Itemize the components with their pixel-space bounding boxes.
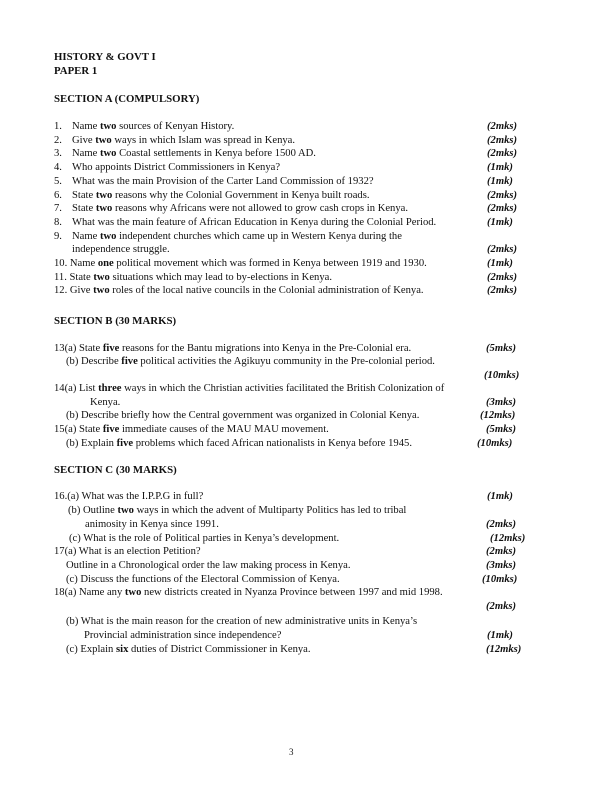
emphasis-word: two <box>99 148 117 159</box>
marks-allocation: (2mks) <box>486 601 517 612</box>
emphasis-word: two <box>93 285 110 296</box>
question-text: ways in which the advent of Multiparty Politics has led to tribal <box>133 505 407 516</box>
emphasis-word: five <box>116 438 134 449</box>
question-number: 11. <box>54 272 67 283</box>
marks-allocation: (2mks) <box>487 148 518 159</box>
question-line <box>54 121 234 133</box>
question-line <box>66 410 419 422</box>
question-text: reasons why Africans were not allowed to grow cash crops in Kenya. <box>112 203 408 214</box>
question-line <box>54 546 201 558</box>
question-line <box>66 574 340 586</box>
question-line <box>66 616 417 628</box>
emphasis-word: two <box>117 505 134 516</box>
question-text: 16.(a) What was the I.P.P.G in full? <box>54 491 204 502</box>
question-text: Give <box>69 285 94 296</box>
emphasis-word: two <box>99 121 117 132</box>
marks-allocation: (1mk) <box>487 217 513 228</box>
question-text: Name <box>72 231 100 242</box>
question-text: sources of Kenyan History. <box>116 121 235 132</box>
question-text: Give <box>72 135 96 146</box>
question-number: 6. <box>54 190 62 201</box>
question-text: Who appoints District Commissioners in Kenya? <box>72 162 281 173</box>
question-text: 17(a) What is an election Petition? <box>54 546 201 557</box>
question-line <box>66 560 351 572</box>
question-text: Name <box>69 258 98 269</box>
question-number: 1. <box>54 121 62 132</box>
question-text: roles of the local native councils in the Colonial administration of Kenya. <box>109 285 424 296</box>
marks-allocation: (2mks) <box>487 244 518 255</box>
emphasis-word: two <box>124 587 142 598</box>
question-line <box>54 587 443 599</box>
marks-allocation: (10mks) <box>482 574 518 585</box>
question-text: Provincial administration since independence? <box>84 630 282 641</box>
question-number: 7. <box>54 203 62 214</box>
marks-allocation: (2mks) <box>487 285 518 296</box>
marks-allocation: (5mks) <box>486 424 517 435</box>
question-text: 13(a) State <box>54 343 103 354</box>
question-line <box>85 519 219 531</box>
question-number: 10. <box>54 258 68 269</box>
emphasis-word: one <box>97 258 114 269</box>
question-text: 15(a) State <box>54 424 103 435</box>
question-text: (b) What is the main reason for the creation of new administrative units in Kenya’s <box>66 616 418 627</box>
question-text: Name <box>72 121 100 132</box>
question-text: (b) Outline <box>68 505 118 516</box>
page-number: 3 <box>289 747 294 757</box>
question-line <box>68 505 406 517</box>
emphasis-word: two <box>99 231 117 242</box>
question-line <box>54 258 427 270</box>
question-line <box>54 135 295 147</box>
question-line <box>84 630 281 642</box>
question-line <box>69 533 339 545</box>
question-number: 4. <box>54 162 62 173</box>
question-text: (c) What is the role of Political parties in Kenya’s development. <box>69 533 340 544</box>
question-text: What was the main Provision of the Carter Land Commission of 1932? <box>72 176 374 187</box>
question-text: (c) Discuss the functions of the Electoral Commission of Kenya. <box>66 574 340 585</box>
question-text: immediate causes of the MAU MAU movement. <box>119 424 329 435</box>
marks-allocation: (10mks) <box>477 438 513 449</box>
question-number: 3. <box>54 148 62 159</box>
question-line <box>54 424 329 436</box>
marks-allocation: (2mks) <box>486 519 517 530</box>
question-text: animosity in Kenya since 1991. <box>85 519 219 530</box>
marks-allocation: (3mks) <box>486 397 517 408</box>
question-text: State <box>69 272 94 283</box>
emphasis-word: five <box>102 424 120 435</box>
question-text: State <box>72 190 96 201</box>
question-line <box>54 285 424 297</box>
question-line <box>54 491 203 503</box>
question-text: political movement which was formed in Kenya between 1919 and 1930. <box>113 258 427 269</box>
marks-allocation: (2mks) <box>487 203 518 214</box>
question-line <box>54 272 332 284</box>
question-text: independence struggle. <box>72 244 170 255</box>
question-text: State <box>72 203 96 214</box>
question-text: Name <box>72 148 100 159</box>
marks-allocation: (2mks) <box>487 121 518 132</box>
question-text: Outline in a Chronological order the law making process in Kenya. <box>66 560 351 571</box>
question-text: (b) Explain <box>66 438 117 449</box>
marks-allocation: (3mks) <box>486 560 517 571</box>
section-heading: SECTION C (30 MARKS) <box>54 464 177 476</box>
marks-allocation: (2mks) <box>487 190 518 201</box>
question-line <box>54 176 374 188</box>
question-text: ways in which Islam was spread in Kenya. <box>111 135 296 146</box>
question-number: 2. <box>54 135 62 146</box>
question-text: political activities the Agikuyu community in the Pre-colonial period. <box>137 356 435 367</box>
question-text: Kenya. <box>90 397 121 408</box>
question-text: new districts created in Nyanza Province between 1997 and mid 1998. <box>141 587 443 598</box>
question-line <box>54 162 280 174</box>
question-line <box>72 244 170 256</box>
marks-allocation: (12mks) <box>490 533 526 544</box>
question-text: (b) Describe briefly how the Central government was organized in Colonial Kenya. <box>66 410 420 421</box>
question-line <box>66 438 412 450</box>
question-text: reasons for the Bantu migrations into Kenya in the Pre-Colonial era. <box>119 343 412 354</box>
question-text: duties of District Commissioner in Kenya. <box>128 644 311 655</box>
question-text: ways in which the Christian activities facilitated the British Colonization of <box>121 383 445 394</box>
question-line <box>54 217 436 229</box>
marks-allocation: (5mks) <box>486 343 517 354</box>
question-line <box>54 383 444 395</box>
question-line <box>54 343 411 355</box>
question-number: 12. <box>54 285 68 296</box>
question-text: problems which faced African nationalists in Kenya before 1945. <box>133 438 412 449</box>
question-text: reasons why the Colonial Government in Kenya built roads. <box>112 190 370 201</box>
marks-allocation: (1mk) <box>487 176 513 187</box>
question-text: (b) Describe <box>66 356 122 367</box>
question-text: (c) Explain <box>66 644 117 655</box>
marks-allocation: (12mks) <box>480 410 516 421</box>
question-text: independent churches which came up in Western Kenya during the <box>116 231 402 242</box>
question-text: What was the main feature of African Education in Kenya during the Colonial Period. <box>72 217 437 228</box>
emphasis-word: two <box>95 135 112 146</box>
marks-allocation: (2mks) <box>487 135 518 146</box>
emphasis-word: three <box>98 383 122 394</box>
question-text: situations which may lead to by-elections in Kenya. <box>109 272 332 283</box>
question-text: 14(a) List <box>54 383 99 394</box>
marks-allocation: (2mks) <box>486 546 517 557</box>
section-heading: SECTION A (COMPULSORY) <box>54 93 200 105</box>
question-line <box>54 203 408 215</box>
question-line <box>54 190 369 202</box>
emphasis-word: five <box>121 356 138 367</box>
marks-allocation: (10mks) <box>484 370 520 381</box>
marks-allocation: (1mk) <box>487 630 513 641</box>
question-line <box>90 397 120 409</box>
emphasis-word: two <box>93 272 110 283</box>
emphasis-word: two <box>95 203 113 214</box>
marks-allocation: (1mk) <box>487 258 513 269</box>
question-text: 18(a) Name any <box>54 587 125 598</box>
question-line <box>66 644 311 656</box>
emphasis-word: five <box>102 343 120 354</box>
paper-label: PAPER 1 <box>54 65 98 77</box>
marks-allocation: (12mks) <box>486 644 522 655</box>
emphasis-word: six <box>116 644 129 655</box>
question-number: 9. <box>54 231 62 242</box>
question-number: 8. <box>54 217 62 228</box>
question-text: Coastal settlements in Kenya before 1500 AD. <box>116 148 316 159</box>
question-line <box>66 356 435 368</box>
document-title: HISTORY & GOVT I <box>54 51 156 63</box>
marks-allocation: (1mk) <box>487 162 513 173</box>
question-line <box>54 231 402 243</box>
emphasis-word: two <box>95 190 113 201</box>
marks-allocation: (1mk) <box>487 491 513 502</box>
marks-allocation: (2mks) <box>487 272 518 283</box>
question-number: 5. <box>54 176 62 187</box>
section-heading: SECTION B (30 MARKS) <box>54 315 177 327</box>
question-line <box>54 148 316 160</box>
